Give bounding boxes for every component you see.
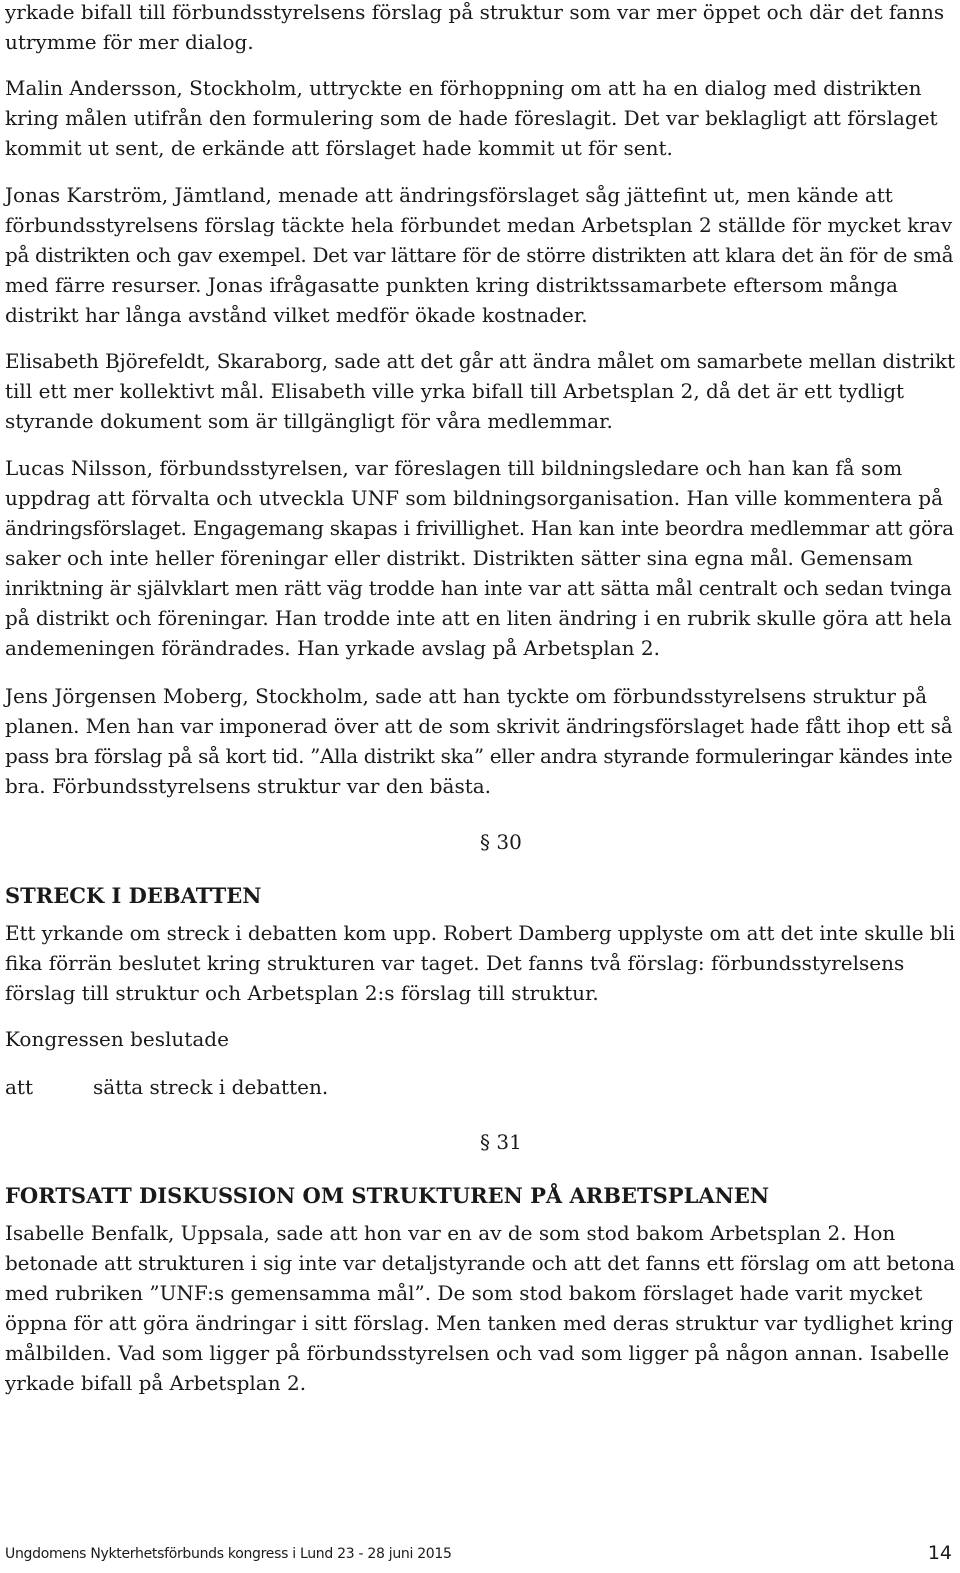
page-number: 14 [927, 1542, 952, 1564]
text-line: med färre resurser. Jonas ifrågasatte punkten kring distriktssamarbete eftersom många [5, 273, 898, 297]
text-line: med rubriken ”UNF:s gemensamma mål”. De som stod bakom förslaget hade varit mycket [5, 1281, 923, 1305]
text-line: uppdrag att förvalta och utveckla UNF som bildningsorganisation. Han ville kommentera på [5, 486, 943, 510]
text-line: fika förrän beslutet kring strukturen var taget. Det fanns två förslag: förbundsstyrelsens [5, 951, 905, 975]
text-line: betonade att strukturen i sig inte var detaljstyrande och att det fanns ett förslag om att betona [5, 1251, 955, 1275]
text-line: inriktning är självklart men rätt väg trodde han inte var att sätta mål centralt och sedan tvinga [5, 576, 952, 600]
section-heading: FORTSATT DISKUSSION OM STRUKTUREN PÅ ARBETSPLANEN [5, 1183, 770, 1208]
text-line: kring målen utifrån den formulering som de hade föreslagit. Det var beklagligt att förslaget [5, 106, 938, 130]
text-line: på distrikt och föreningar. Han trodde inte att en liten ändring i en rubrik skulle göra att hela [5, 606, 952, 630]
text-line: Isabelle Benfalk, Uppsala, sade att hon var en av de som stod bakom Arbetsplan 2. Hon [5, 1221, 896, 1245]
text-line: distrikt har långa avstånd vilket medför ökade kostnader. [5, 303, 588, 327]
text-line: yrkade bifall till förbundsstyrelsens förslag på struktur som var mer öppet och där det fanns [5, 0, 945, 24]
text-line: kommit ut sent, de erkände att förslaget hade kommit ut för sent. [5, 136, 673, 160]
text-line: på distrikten och gav exempel. Det var lättare för de större distrikten att klara det än för de små [5, 243, 954, 267]
text-line: till ett mer kollektivt mål. Elisabeth ville yrka bifall till Arbetsplan 2, då det är ett tydligt [5, 379, 905, 403]
text-line: planen. Men han var imponerad över att de som skrivit ändringsförslaget hade fått ihop ett så [5, 714, 953, 738]
text-line: styrande dokument som är tillgängligt för våra medlemmar. [5, 409, 613, 433]
text-line: målbilden. Vad som ligger på förbundsstyrelsen och vad som ligger på någon annan. Isabelle [5, 1341, 950, 1365]
paragraph [5, 918, 955, 1008]
paragraph [5, 453, 955, 663]
decision-text: sätta streck i debatten. [93, 1075, 329, 1099]
footer-text: Ungdomens Nykterhetsförbunds kongress i Lund 23 - 28 juni 2015 [5, 1546, 452, 1562]
text-line: utrymme för mer dialog. [5, 30, 254, 54]
text-line: Jonas Karström, Jämtland, menade att ändringsförslaget såg jättefint ut, men kände att [5, 183, 893, 207]
text-line: Ett yrkande om streck i debatten kom upp. Robert Damberg upplyste om att det inte skulle bli [5, 921, 956, 945]
decision-intro [5, 1024, 955, 1054]
text-line: förslag till struktur och Arbetsplan 2:s förslag till struktur. [5, 981, 599, 1005]
text-line: öppna för att göra ändringar i sitt förslag. Men tanken med deras struktur var tydlighet kring [5, 1311, 954, 1335]
text-line: saker och inte heller föreningar eller distrikt. Distrikten sätter sina egna mål. Gemensam [5, 546, 913, 570]
paragraph [5, 1218, 955, 1398]
text-line: Elisabeth Björefeldt, Skaraborg, sade att det går att ändra målet om samarbete mellan distrikt [5, 349, 955, 373]
text-line: bra. Förbundsstyrelsens struktur var den bästa. [5, 774, 492, 798]
paragraph [5, 346, 955, 436]
paragraph [5, 681, 955, 801]
section-number: § 31 [480, 1130, 522, 1154]
text-line: Lucas Nilsson, förbundsstyrelsen, var föreslagen till bildningsledare och han kan få som [5, 456, 903, 480]
text-line: Kongressen beslutade [5, 1027, 229, 1051]
paragraph [5, 73, 955, 163]
text-line: Jens Jörgensen Moberg, Stockholm, sade att han tyckte om förbundsstyrelsens struktur på [5, 684, 928, 708]
text-line: ändringsförslaget. Engagemang skapas i frivillighet. Han kan inte beordra medlemmar att göra [5, 516, 954, 540]
paragraph [5, 0, 955, 57]
decision-att: att [5, 1075, 33, 1099]
text-line: pass bra förslag på så kort tid. ”Alla distrikt ska” eller andra styrande formuleringar kändes inte [5, 744, 953, 768]
text-line: förbundsstyrelsens förslag täckte hela förbundet medan Arbetsplan 2 ställde för mycket krav [5, 213, 953, 237]
decision-row [5, 1072, 955, 1102]
section-number: § 30 [480, 830, 522, 854]
section-heading: STRECK I DEBATTEN [5, 883, 262, 908]
text-line: Malin Andersson, Stockholm, uttryckte en förhoppning om att ha en dialog med distrikten [5, 76, 922, 100]
paragraph [5, 180, 955, 330]
text-line: andemeningen förändrades. Han yrkade avslag på Arbetsplan 2. [5, 636, 660, 660]
text-line: yrkade bifall på Arbetsplan 2. [5, 1371, 307, 1395]
